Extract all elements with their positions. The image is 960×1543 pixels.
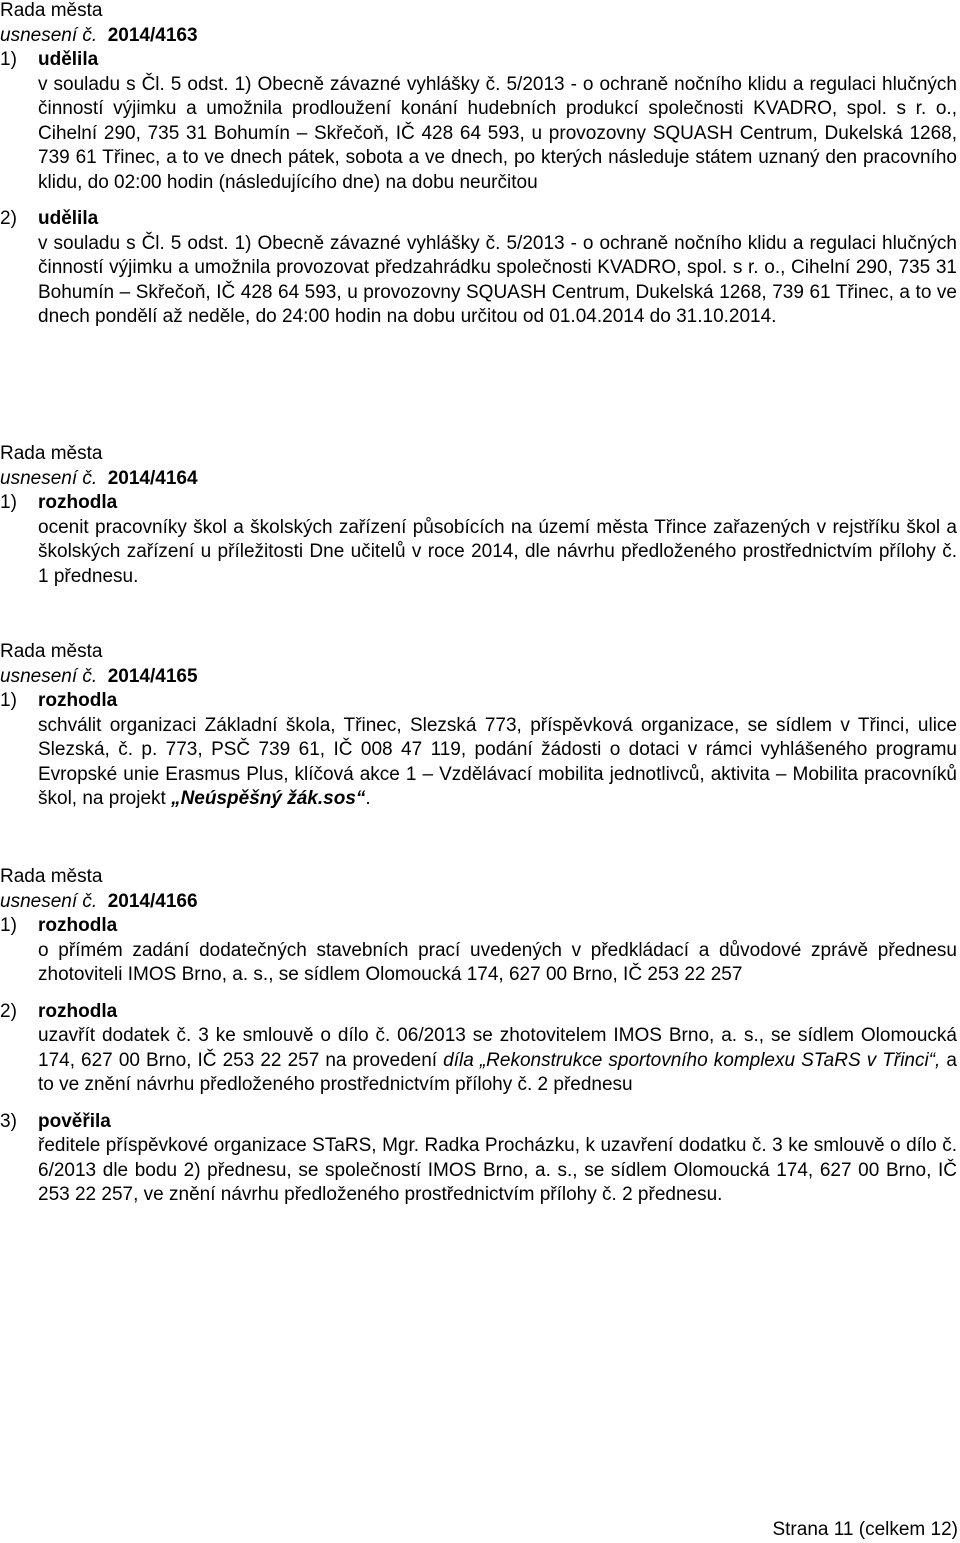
item-text-block <box>38 1024 957 1098</box>
item-text-block <box>38 939 957 988</box>
item-text: ředitele příspěvkové organizace STaRS, Mgr. Radka Procházku, k uzavření dodatku č. 3 ke smlouvě o dílo č. 6/2013 dle bodu 2) přednesu, se společností IMOS Brno, a. s., se sídlem Olomoucká 174, 627 00 Brno, IČ 253 22 257, ve znění návrhu předloženého prostřednictvím přílohy č. 2 přednesu. <box>38 1135 957 1205</box>
item-text <box>38 714 957 812</box>
council-heading: Rada města <box>0 866 103 887</box>
resolution-number-line <box>0 665 960 690</box>
item-heading <box>0 48 960 73</box>
resolution-2014-4166 <box>0 865 960 1208</box>
item-number: 2) <box>0 1000 17 1022</box>
item-text-block <box>38 232 957 330</box>
item-number: 3) <box>0 1110 17 1132</box>
item-text: v souladu s Čl. 5 odst. 1) Obecně závazné vyhlášky č. 5/2013 - o ochraně nočního klidu a regulaci hlučných činností výjimku a umožnila prodloužení konání hudebních produkcí společnosti KVADRO, spol. s r. o., Cihelní 290, 735 31 Bohumín – Skřečoň, IČ 428 64 593, u provozovny SQUASH Centrum, Dukelská 1268, 739 61 Třinec, a to ve dnech pátek, sobota a ve dnech, po kterých následuje státem uznaný den pracovního klidu, do 02:00 hodin (následujícího dne) na dobu neurčitou <box>38 73 957 193</box>
item-heading <box>0 1000 960 1025</box>
item-verb: rozhodla <box>38 492 118 513</box>
council-heading: Rada města <box>0 641 103 662</box>
resolution-number-line <box>0 467 960 492</box>
item-text-plain: uzavřít dodatek č. 3 ke smlouvě o dílo č. 06/2013 se zhotovitelem IMOS Brno, a. s., se sídlem Olomoucká 174, 627 00 Brno, IČ 253 22 257 na provedení <box>38 1025 957 1071</box>
item-number: 1) <box>0 690 17 711</box>
item-heading <box>0 207 960 232</box>
item-number: 1) <box>0 492 17 513</box>
council-heading: Rada města <box>0 0 103 21</box>
resolution-number-line <box>0 890 960 915</box>
resolution-label: usnesení č. <box>0 467 98 489</box>
resolution-2014-4163 <box>0 0 960 330</box>
item-verb: rozhodla <box>38 1000 118 1022</box>
resolution-number-line <box>0 24 960 49</box>
project-name: „Neúspěšný žák.sos“ <box>171 788 366 809</box>
item-text-plain: schválit organizaci Základní škola, Třinec, Slezská 773, příspěvková organizace, se sídlem v Třinci, ulice Slezská, č. p. 773, PSČ 739 61, IČ 008 47 119, podání žádosti o dotaci v rámci vyhlášeného programu Evropské unie Erasmus Plus, klíčová akce 1 – Vzdělávací mobilita jednotlivců, aktivita – Mobilita pracovníků škol, na projekt <box>38 714 957 809</box>
item-heading <box>0 914 960 939</box>
council-heading: Rada města <box>0 443 103 464</box>
item-text-block <box>38 516 957 590</box>
item-text: v souladu s Čl. 5 odst. 1) Obecně závazné vyhlášky č. 5/2013 - o ochraně nočního klidu a regulaci hlučných činností výjimku a umožnila provozovat předzahrádku společnosti KVADRO, spol. s r. o., Cihelní 290, 735 31 Bohumín – Skřečoň, IČ 428 64 593, u provozovny SQUASH Centrum, Dukelská 1268, 739 61 Třinec, a to ve dnech pondělí až neděle, do 24:00 hodin na dobu určitou od 01.04.2014 do 31.10.2014. <box>38 232 957 327</box>
item-number: 1) <box>0 49 17 70</box>
project-name: díla „Rekonstrukce sportovního komplexu STaRS v Třinci“, <box>443 1049 941 1071</box>
page-footer: Strana 11 (celkem 12) <box>772 1519 958 1540</box>
resolution-label: usnesení č. <box>0 665 98 687</box>
resolution-number: 2014/4165 <box>107 665 198 687</box>
item-text: ocenit pracovníky škol a školských zařízení působících na území města Třince zařazených v rejstříku škol a školských zařízení u příležitosti Dne učitelů v roce 2014, dle návrhu předloženého prostřednictvím přílohy č. 1 přednesu. <box>38 516 957 587</box>
item-text <box>38 1024 957 1098</box>
item-text: o přímém zadání dodatečných stavebních prací uvedených v předkládací a důvodové zprávě přednesu zhotoviteli IMOS Brno, a. s., se sídlem Olomoucká 174, 627 00 Brno, IČ 253 22 257 <box>38 939 957 985</box>
resolution-label: usnesení č. <box>0 890 98 912</box>
item-verb: udělila <box>38 49 99 70</box>
resolution-number: 2014/4166 <box>107 890 198 912</box>
item-verb: pověřila <box>38 1110 111 1132</box>
item-number: 1) <box>0 915 17 936</box>
item-verb: rozhodla <box>38 690 118 711</box>
item-text-block <box>38 1134 957 1208</box>
item-text-block <box>38 73 957 196</box>
item-number: 2) <box>0 208 17 229</box>
item-heading <box>0 689 960 714</box>
item-heading <box>0 1110 960 1135</box>
item-text-block <box>38 714 957 812</box>
resolution-2014-4164 <box>0 442 960 589</box>
resolution-label: usnesení č. <box>0 24 98 46</box>
resolution-2014-4165 <box>0 640 960 812</box>
resolution-number: 2014/4164 <box>107 467 198 489</box>
item-heading <box>0 491 960 516</box>
resolution-number: 2014/4163 <box>107 24 198 46</box>
item-verb: rozhodla <box>38 915 118 936</box>
item-text-end: a to ve znění návrhu předloženého prostřednictvím přílohy č. 2 přednesu <box>38 1049 957 1095</box>
item-text-end: . <box>365 788 371 809</box>
item-verb: udělila <box>38 208 99 229</box>
